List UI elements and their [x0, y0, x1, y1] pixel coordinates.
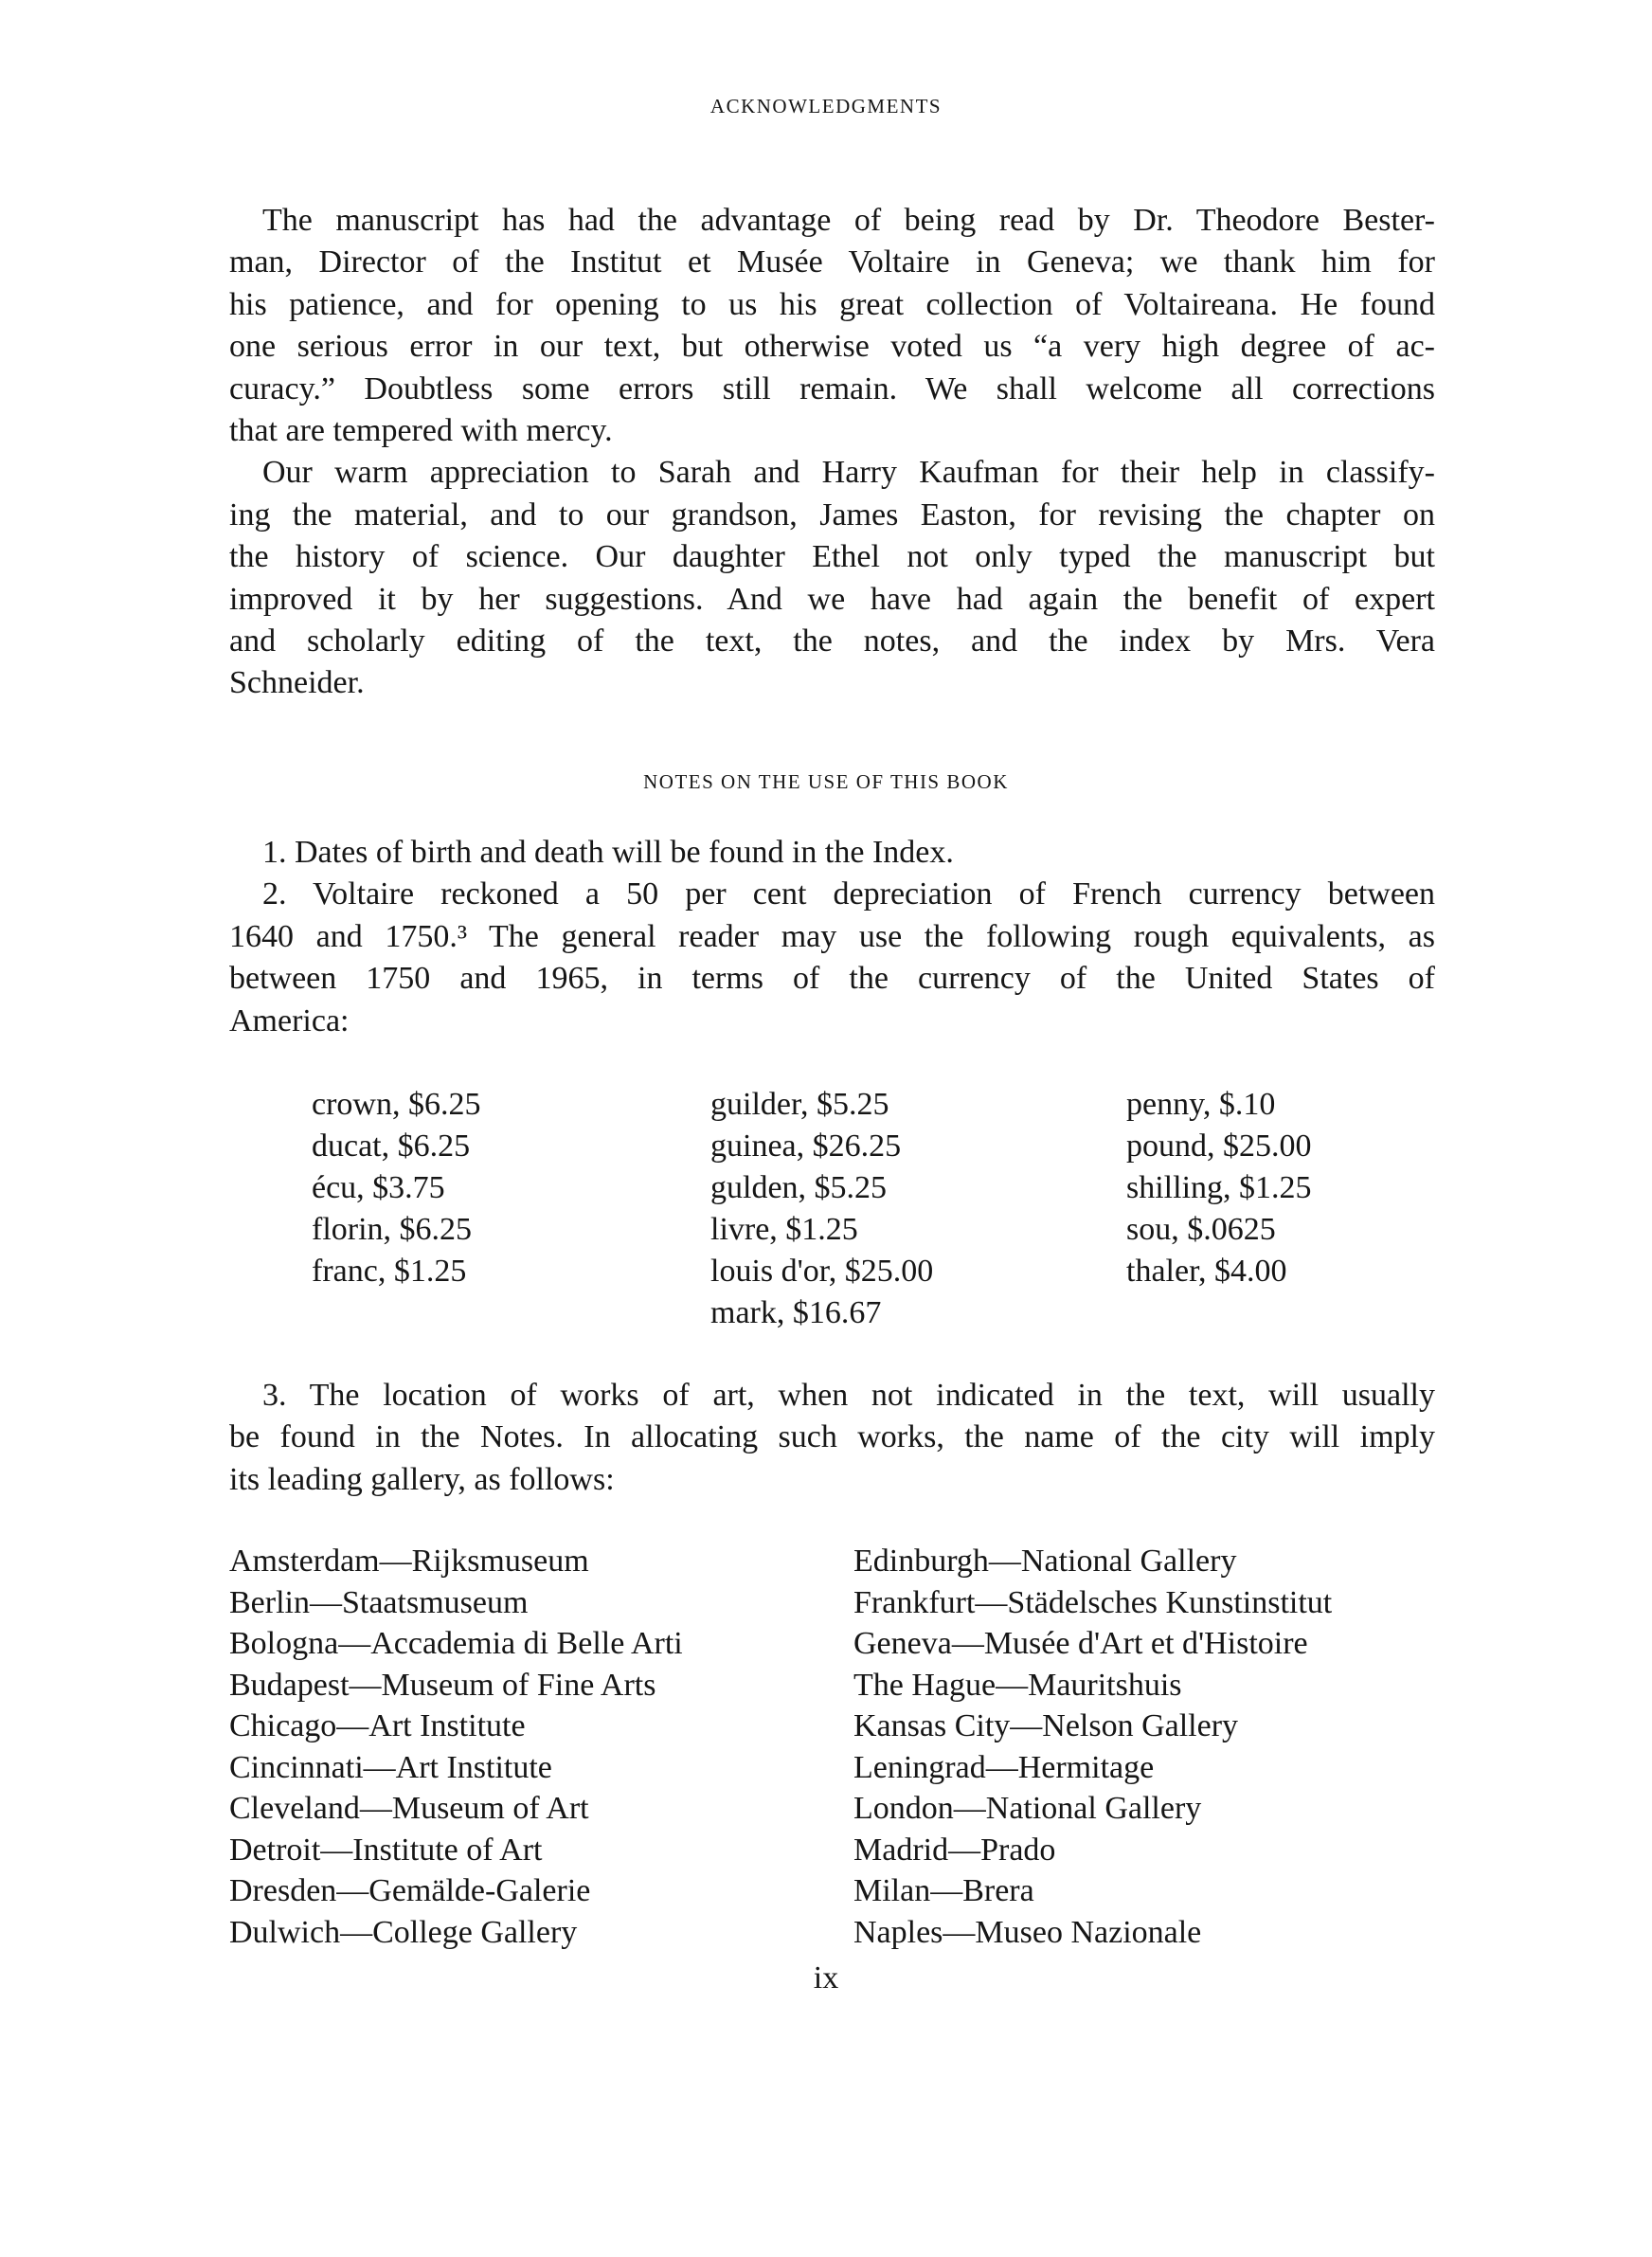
text-line: between 1750 and 1965, in terms of the currency of the United States of [229, 961, 1435, 997]
page-number: ix [813, 1960, 839, 1995]
list-item: ducat, $6.25 [312, 1128, 471, 1164]
list-item: London—National Gallery [853, 1791, 1202, 1826]
text-line: be found in the Notes. In allocating such works, the name of the city will imply [229, 1419, 1435, 1455]
list-item: guinea, $26.25 [710, 1128, 902, 1164]
currency-column-2 [710, 1084, 933, 1334]
list-item: mark, $16.67 [710, 1295, 882, 1330]
list-item: The Hague—Mauritshuis [853, 1667, 1182, 1703]
list-item: Bologna—Accademia di Belle Arti [229, 1626, 683, 1661]
list-item: Budapest—Museum of Fine Arts [229, 1667, 656, 1703]
list-item: écu, $3.75 [312, 1170, 445, 1205]
list-item: pound, $25.00 [1126, 1128, 1312, 1164]
text-line: Schneider. [229, 665, 365, 701]
text-line: improved it by her suggestions. And we have had again the benefit of expert [229, 581, 1435, 617]
text-line: ing the material, and to our grandson, James Easton, for revising the chapter on [229, 497, 1435, 533]
text-line: its leading gallery, as follows: [229, 1461, 615, 1497]
list-item: Leningrad—Hermitage [853, 1749, 1155, 1785]
list-item: Madrid—Prado [853, 1832, 1056, 1868]
text-line: one serious error in our text, but otherwise voted us “a very high degree of ac- [229, 329, 1435, 365]
text-line: and scholarly editing of the text, the notes, and the index by Mrs. Vera [229, 623, 1435, 659]
notes-text [229, 832, 1435, 1042]
list-item: sou, $.0625 [1126, 1212, 1276, 1247]
text-line: 1640 and 1750.³ The general reader may use the following rough equivalents, as [229, 918, 1435, 954]
list-item: Frankfurt—Städelsches Kunstinstitut [853, 1584, 1333, 1620]
list-item: livre, $1.25 [710, 1212, 858, 1247]
list-item: penny, $.10 [1126, 1087, 1276, 1122]
list-item: Kansas City—Nelson Gallery [853, 1708, 1239, 1743]
text-line: 3. The location of works of art, when not indicated in the text, will usually [262, 1378, 1435, 1413]
list-item: Cincinnati—Art Institute [229, 1749, 552, 1785]
list-item: Cleveland—Museum of Art [229, 1791, 589, 1826]
list-item: gulden, $5.25 [710, 1170, 888, 1205]
list-item: franc, $1.25 [312, 1254, 467, 1289]
currency-column-3 [1126, 1084, 1312, 1292]
text-line: The manuscript has had the advantage of being read by Dr. Theodore Bester- [262, 203, 1435, 238]
list-item: Milan—Brera [853, 1873, 1034, 1908]
list-item: Naples—Museo Nazionale [853, 1914, 1202, 1950]
running-head: ACKNOWLEDGMENTS [709, 95, 943, 117]
list-item: Edinburgh—National Gallery [853, 1544, 1237, 1579]
gallery-column-1 [229, 1541, 683, 1953]
list-item: florin, $6.25 [312, 1212, 473, 1247]
text-line: the history of science. Our daughter Ethel not only typed the manuscript but [229, 539, 1435, 575]
list-item: Chicago—Art Institute [229, 1708, 526, 1743]
text-line: 1. Dates of birth and death will be found in the Index. [262, 835, 954, 870]
list-item: thaler, $4.00 [1126, 1254, 1287, 1289]
list-item: Amsterdam—Rijksmuseum [229, 1544, 589, 1579]
acknowledgments-text [229, 200, 1435, 705]
note-3-text [229, 1375, 1435, 1501]
text-line: curacy.” Doubtless some errors still remain. We shall welcome all corrections [229, 370, 1435, 406]
text-line: man, Director of the Institut et Musée Voltaire in Geneva; we thank him for [229, 244, 1435, 280]
list-item: guilder, $5.25 [710, 1087, 889, 1122]
text-line: his patience, and for opening to us his great collection of Voltaireana. He found [229, 286, 1435, 322]
list-item: shilling, $1.25 [1126, 1170, 1312, 1205]
notes-heading: NOTES ON THE USE OF THIS BOOK [643, 770, 1009, 793]
currency-column-1 [312, 1084, 480, 1292]
text-line: that are tempered with mercy. [229, 412, 613, 448]
list-item: Detroit—Institute of Art [229, 1832, 543, 1868]
list-item: Dulwich—College Gallery [229, 1914, 578, 1950]
list-item: crown, $6.25 [312, 1087, 481, 1122]
list-item: Dresden—Gemälde-Galerie [229, 1873, 591, 1908]
gallery-column-2 [853, 1541, 1332, 1953]
text-line: Our warm appreciation to Sarah and Harry Kaufman for their help in classify- [262, 455, 1435, 491]
list-item: Berlin—Staatsmuseum [229, 1584, 529, 1620]
text-line: 2. Voltaire reckoned a 50 per cent depreciation of French currency between [262, 876, 1435, 912]
list-item: Geneva—Musée d'Art et d'Histoire [853, 1626, 1308, 1661]
list-item: louis d'or, $25.00 [710, 1254, 934, 1289]
text-line: America: [229, 1002, 350, 1038]
